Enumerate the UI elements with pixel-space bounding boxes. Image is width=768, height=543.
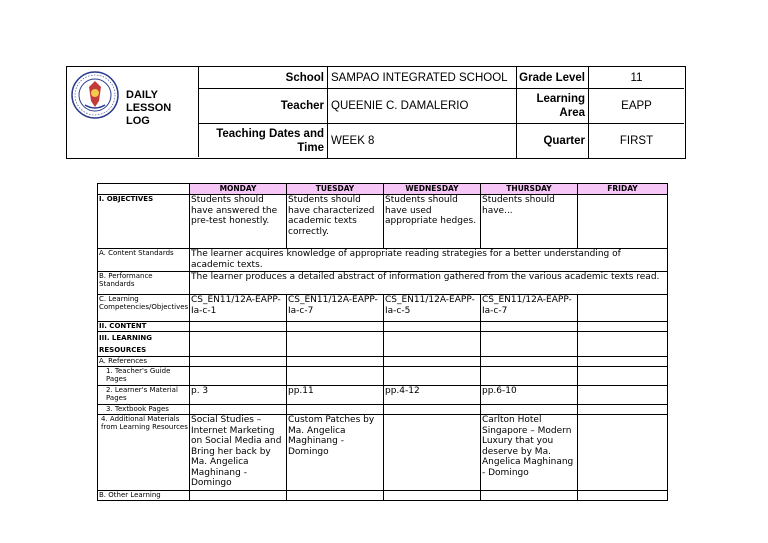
learning-resources-row [98,332,668,357]
header-row-dates [198,124,684,158]
cell-fri [578,357,668,367]
cell-tue: Students should have characterized academic texts correctly. [287,195,384,249]
cell-thu: Students should have... [481,195,578,249]
cell-tue [287,357,384,367]
row-label: II. CONTENT [98,322,190,332]
day-header-row [98,184,668,195]
cell-wed [384,332,481,357]
cell-tue [287,405,384,415]
cell-mon [190,367,287,386]
cell-fri [578,295,668,322]
other-learning-row [98,491,668,501]
cell-mon: Students should have answered the pre-test honestly. [190,195,287,249]
cell-wed [384,415,481,491]
cell-fri [578,415,668,491]
teachers-guide-row [98,367,668,386]
school-label: School [198,67,328,88]
content-row [98,322,668,332]
cell-tue [287,491,384,501]
cell-thu [481,405,578,415]
quarter-value: FIRST [619,135,654,147]
lesson-table [97,183,668,501]
cell-tue: pp.11 [287,386,384,405]
cell-mon: Social Studies – Internet Marketing on Social Media and Bring her back by Ma. Angelica Maghinang - Domingo [190,415,287,491]
cell-fri [578,367,668,386]
quarter-label: Quarter [517,124,589,158]
cell-wed: CS_EN11/12A-EAPP-Ia-c-5 [384,295,481,322]
teacher-label: Teacher [198,89,328,123]
row-label: C. Learning Competencies/Objectives [98,295,190,322]
learners-material-row [98,386,668,405]
learning-area-label: Learning Area [517,89,589,123]
cell-mon: CS_EN11/12A-EAPP-Ia-c-1 [190,295,287,322]
corner-cell [98,184,190,195]
cell-wed: pp.4-12 [384,386,481,405]
grade-level-value: 11 [630,71,643,84]
header-row-teacher [198,89,684,124]
cell-thu: CS_EN11/12A-EAPP-Ia-c-7 [481,295,578,322]
row-label: 1. Teacher's Guide Pages [98,367,190,386]
teaching-dates-label: Teaching Dates and Time [198,124,328,158]
performance-standards-row [98,272,668,295]
cell-wed [384,322,481,332]
title-line-2: LESSON [126,102,172,114]
cell-thu [481,367,578,386]
cell-wed [384,357,481,367]
header-row-school [198,67,684,89]
grade-level-label: Grade Level [517,67,589,88]
references-row [98,357,668,367]
deped-seal-icon [71,71,119,119]
cell-tue [287,322,384,332]
competencies-row [98,295,668,322]
cell-thu: pp.6-10 [481,386,578,405]
cell-tue [287,367,384,386]
cell-mon [190,357,287,367]
teacher-value: QUEENIE C. DAMALERIO [328,89,517,123]
cell-fri [578,491,668,501]
row-label: I. OBJECTIVES [98,195,190,249]
cell-thu [481,491,578,501]
cell-fri [578,322,668,332]
row-label: A. References [98,357,190,367]
cell-thu [481,322,578,332]
cell-thu [481,332,578,357]
row-label: 3. Textbook Pages [98,405,190,415]
cell-fri [578,332,668,357]
cell-wed [384,491,481,501]
row-label: B. Other Learning [98,491,190,501]
cell-wed [384,405,481,415]
title-line-3: LOG [126,115,150,127]
day-tuesday: TUESDAY [287,184,384,195]
cell-mon [190,405,287,415]
day-thursday: THURSDAY [481,184,578,195]
cell-wed: Students should have used appropriate hedges. [384,195,481,249]
cell-mon [190,491,287,501]
day-wednesday: WEDNESDAY [384,184,481,195]
objectives-row [98,195,668,249]
row-label: B. Performance Standards [98,272,190,295]
cell-wed [384,367,481,386]
content-standards-row [98,249,668,272]
cell-mon [190,322,287,332]
row-label: III. LEARNING RESOURCES [98,332,190,357]
cell-mon: p. 3 [190,386,287,405]
row-label: 2. Learner's Material Pages [98,386,190,405]
cell-fri [578,405,668,415]
additional-materials-row [98,415,668,491]
teaching-dates-value: WEEK 8 [328,124,517,158]
cell-tue [287,332,384,357]
day-monday: MONDAY [190,184,287,195]
title-line-1: DAILY [126,89,158,101]
document-title [126,89,171,128]
logo-cell [67,67,199,157]
content-standards-text: The learner acquires knowledge of appropriate reading strategies for a better understanding of academic texts. [190,249,668,272]
performance-standards-text: The learner produces a detailed abstract of information gathered from the various academic texts read. [190,272,668,295]
row-label: A. Content Standards [98,249,190,272]
learning-area-value: EAPP [621,100,652,112]
row-label: 4. Additional Materials from Learning Resources [98,415,190,491]
textbook-pages-row [98,405,668,415]
cell-thu: Carlton Hotel Singapore – Modern Luxury that you deserve by Ma. Angelica Maghinang - Domingo [481,415,578,491]
cell-fri [578,386,668,405]
school-value: SAMPAO INTEGRATED SCHOOL [328,67,517,88]
header-table [66,66,686,159]
cell-tue: CS_EN11/12A-EAPP-Ia-c-7 [287,295,384,322]
cell-mon [190,332,287,357]
day-friday: FRIDAY [578,184,668,195]
cell-tue: Custom Patches by Ma. Angelica Maghinang - Domingo [287,415,384,491]
cell-fri [578,195,668,249]
cell-thu [481,357,578,367]
